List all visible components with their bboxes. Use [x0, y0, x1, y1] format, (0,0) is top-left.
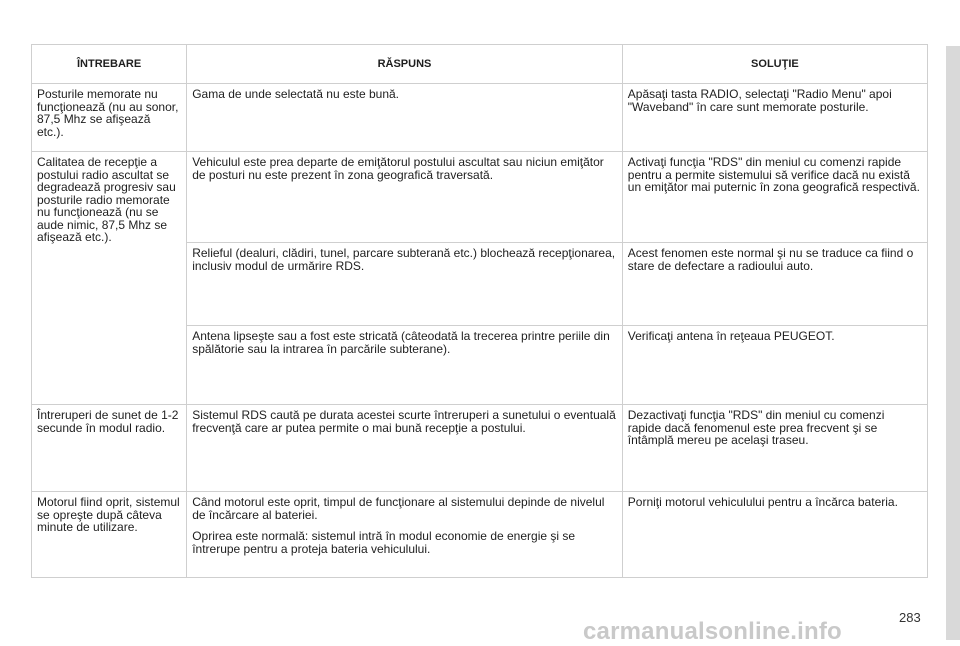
answer-paragraph: Când motorul este oprit, timpul de funcţionare al sistemului depinde de nivelul de încărcare al bateriei. — [192, 495, 605, 522]
answer-cell: Sistemul RDS caută pe durata acestei scurte întreruperi a sunetului o eventuală frecvenţă care ar putea permite o mai bună recepţie a postului. — [187, 405, 623, 492]
table-row — [32, 152, 928, 243]
question-cell: Motorul fiind oprit, sistemul se opreşte după câteva minute de utilizare. — [32, 492, 187, 578]
solution-cell: Dezactivaţi funcţia "RDS" din meniul cu comenzi rapide dacă fenomenul este prea frecvent şi se întâmplă mereu pe acelaşi traseu. — [622, 405, 927, 492]
header-question: ÎNTREBARE — [32, 45, 187, 84]
answer-cell: Gama de unde selectată nu este bună. — [187, 84, 623, 152]
solution-cell: Activaţi funcţia "RDS" din meniul cu comenzi rapide pentru a permite sistemului să verifice dacă nu există un emiţător mai puternic în zona geografică respectivă. — [622, 152, 927, 243]
table-row — [32, 405, 928, 492]
answer-cell: Antena lipseşte sau a fost este stricată (câteodată la trecerea printre periile din spălătorie sau la intrarea în parcările subterane). — [187, 326, 623, 405]
solution-cell: Porniţi motorul vehiculului pentru a încărca bateria. — [622, 492, 927, 578]
table-row — [32, 84, 928, 152]
question-cell: Posturile memorate nu funcţionează (nu au sonor, 87,5 Mhz se afişează etc.). — [32, 84, 187, 152]
watermark: carmanualsonline.info — [583, 618, 842, 645]
header-answer: RĂSPUNS — [187, 45, 623, 84]
answer-cell: Vehiculul este prea departe de emiţătorul postului ascultat sau niciun emiţător de posturi nu este prezent în zona geografică traversată. — [187, 152, 623, 243]
question-cell: Calitatea de recepţie a postului radio ascultat se degradează progresiv sau posturile radio memorate nu funcţionează (nu se aude nimic, 87,5 Mhz se afişează etc.). — [32, 152, 187, 405]
answer-paragraph: Oprirea este normală: sistemul intră în modul economie de energie şi se întrerupe pentru a proteja bateria vehiculului. — [192, 529, 576, 556]
answer-cell: Relieful (dealuri, clădiri, tunel, parcare subterană etc.) blochează recepţionarea, inclusiv modul de urmărire RDS. — [187, 243, 623, 326]
table-row — [32, 492, 928, 578]
solution-cell: Verificaţi antena în reţeaua PEUGEOT. — [622, 326, 927, 405]
table-header-row — [32, 45, 928, 84]
question-cell: Întreruperi de sunet de 1-2 secunde în modul radio. — [32, 405, 187, 492]
page-edge-strip — [946, 46, 960, 640]
answer-cell — [187, 492, 623, 578]
solution-cell: Acest fenomen este normal şi nu se traduce ca fiind o stare de defectare a radioului auto. — [622, 243, 927, 326]
header-solution: SOLUŢIE — [622, 45, 927, 84]
troubleshooting-table — [31, 44, 928, 578]
solution-cell: Apăsaţi tasta RADIO, selectaţi "Radio Menu" apoi "Waveband" în care sunt memorate posturile. — [622, 84, 927, 152]
page-number: 283 — [899, 610, 921, 625]
